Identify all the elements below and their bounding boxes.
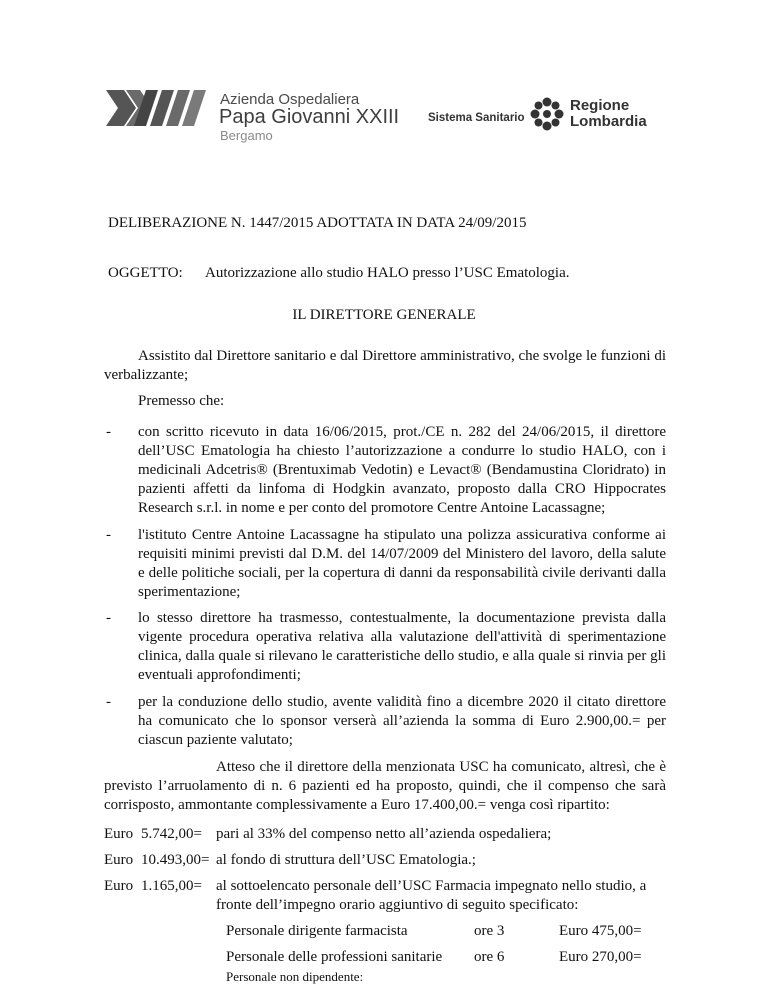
rosa-camuna-icon	[530, 97, 564, 131]
staff-role: Personale dirigente farmacista	[226, 923, 408, 939]
allocation-currency: Euro	[104, 878, 134, 894]
allocation-currency: Euro	[104, 826, 134, 842]
deliberation-line: DELIBERAZIONE N. 1447/2015 ADOTTATA IN DATA 24/09/2015	[108, 215, 527, 231]
allocation-text: pari al 33% del compenso netto all’azienda ospedaliera;	[216, 826, 552, 842]
staff-hours: ore 3	[474, 923, 505, 939]
bullet-item: lo stesso direttore ha trasmesso, contestualmente, la documentazione prevista dalla vigente procedura operativa relativa alla valutazione dell'attività di sperimentazione clinica, dalla quale si rilevano le caratteristiche dello studio, e alla quale si rinvia per gli eventuali approfondimenti;	[138, 610, 666, 683]
staff-hours: ore 6	[474, 949, 505, 965]
bullet-marker: -	[106, 527, 111, 543]
bullet-marker: -	[106, 424, 111, 440]
bullet-marker: -	[106, 610, 111, 626]
hospital-name-line1: Azienda Ospedaliera	[220, 91, 360, 108]
hospital-name-line3: Bergamo	[220, 128, 273, 143]
staff-amount: Euro 270,00=	[559, 949, 642, 965]
bullet-marker: -	[106, 694, 111, 710]
lombardia-label: Lombardia	[570, 113, 647, 130]
allocation-currency: Euro	[104, 852, 134, 868]
staff-amount: Euro 475,00=	[559, 923, 642, 939]
allocation-text-cont: fronte dell’impegno orario aggiuntivo di seguito specificato:	[216, 897, 579, 913]
subject-text: Autorizzazione allo studio HALO presso l’USC Ematologia.	[205, 265, 570, 281]
allocation-amount: 1.165,00=	[141, 878, 202, 894]
staff-role: Personale delle professioni sanitarie	[226, 949, 443, 965]
allocation-amount: 10.493,00=	[141, 852, 210, 868]
atteso-paragraph: Atteso che il direttore della menzionata USC ha comunicato, altresì, che è previsto l’arruolamento di n. 6 pazienti ed ha proposto, quindi, che il compenso che sarà corrisposto, ammontante complessivamente a Euro 17.400,00.= venga così ripartito:	[104, 759, 666, 813]
hospital-name-line2: Papa Giovanni XXIII	[219, 106, 400, 128]
bullet-item: l'istituto Centre Antoine Lacassagne ha stipulato una polizza assicurativa conforme ai requisiti minimi previsti dal D.M. del 14/07/2009 del Ministero del lavoro, della salute e delle politiche sociali, per la copertura di danni da responsabilità civile derivanti dalla sperimentazione;	[138, 527, 666, 600]
allocation-text: al sottoelencato personale dell’USC Farmacia impegnato nello studio, a	[216, 878, 647, 894]
hospital-logo	[106, 90, 216, 126]
allocation-text: al fondo di struttura dell’USC Ematologia.;	[216, 852, 476, 868]
staff-role: Personale non dipendente:	[226, 969, 364, 984]
bullet-item: per la conduzione dello studio, avente validità fino a dicembre 2020 il citato direttore ha comunicato che lo sponsor verserà all’azienda la somma di Euro 2.900,00.= per ciascun paziente valutato;	[138, 694, 666, 748]
page-heading: IL DIRETTORE GENERALE	[292, 307, 476, 323]
premesso-label: Premesso che:	[138, 393, 225, 409]
bullet-item: con scritto ricevuto in data 16/06/2015, prot./CE n. 282 del 24/06/2015, il direttore dell’USC Ematologia ha chiesto l’autorizzazione a condurre lo studio HALO, con i medicinali Adcetris® (Brentuximab Vedotin) e Levact® (Bendamustina Cloridrato) in pazienti affetti da linfoma di Hodgkin avanzato, proposto dalla CRO Hippocrates Research s.r.l. in nome e per conto del promotore Centre Antoine Lacassagne;	[138, 424, 666, 516]
hospital-logo-mark-icon	[106, 90, 216, 126]
subject-label: OGGETTO:	[108, 265, 183, 281]
intro-paragraph: Assistito dal Direttore sanitario e dal Direttore amministrativo, che svolge le funzioni di verbalizzante;	[104, 348, 666, 383]
lombardia-logo	[530, 97, 564, 131]
sistema-sanitario-label: Sistema Sanitario	[428, 112, 525, 124]
regione-label: Regione	[570, 97, 630, 114]
allocation-amount: 5.742,00=	[141, 826, 202, 842]
